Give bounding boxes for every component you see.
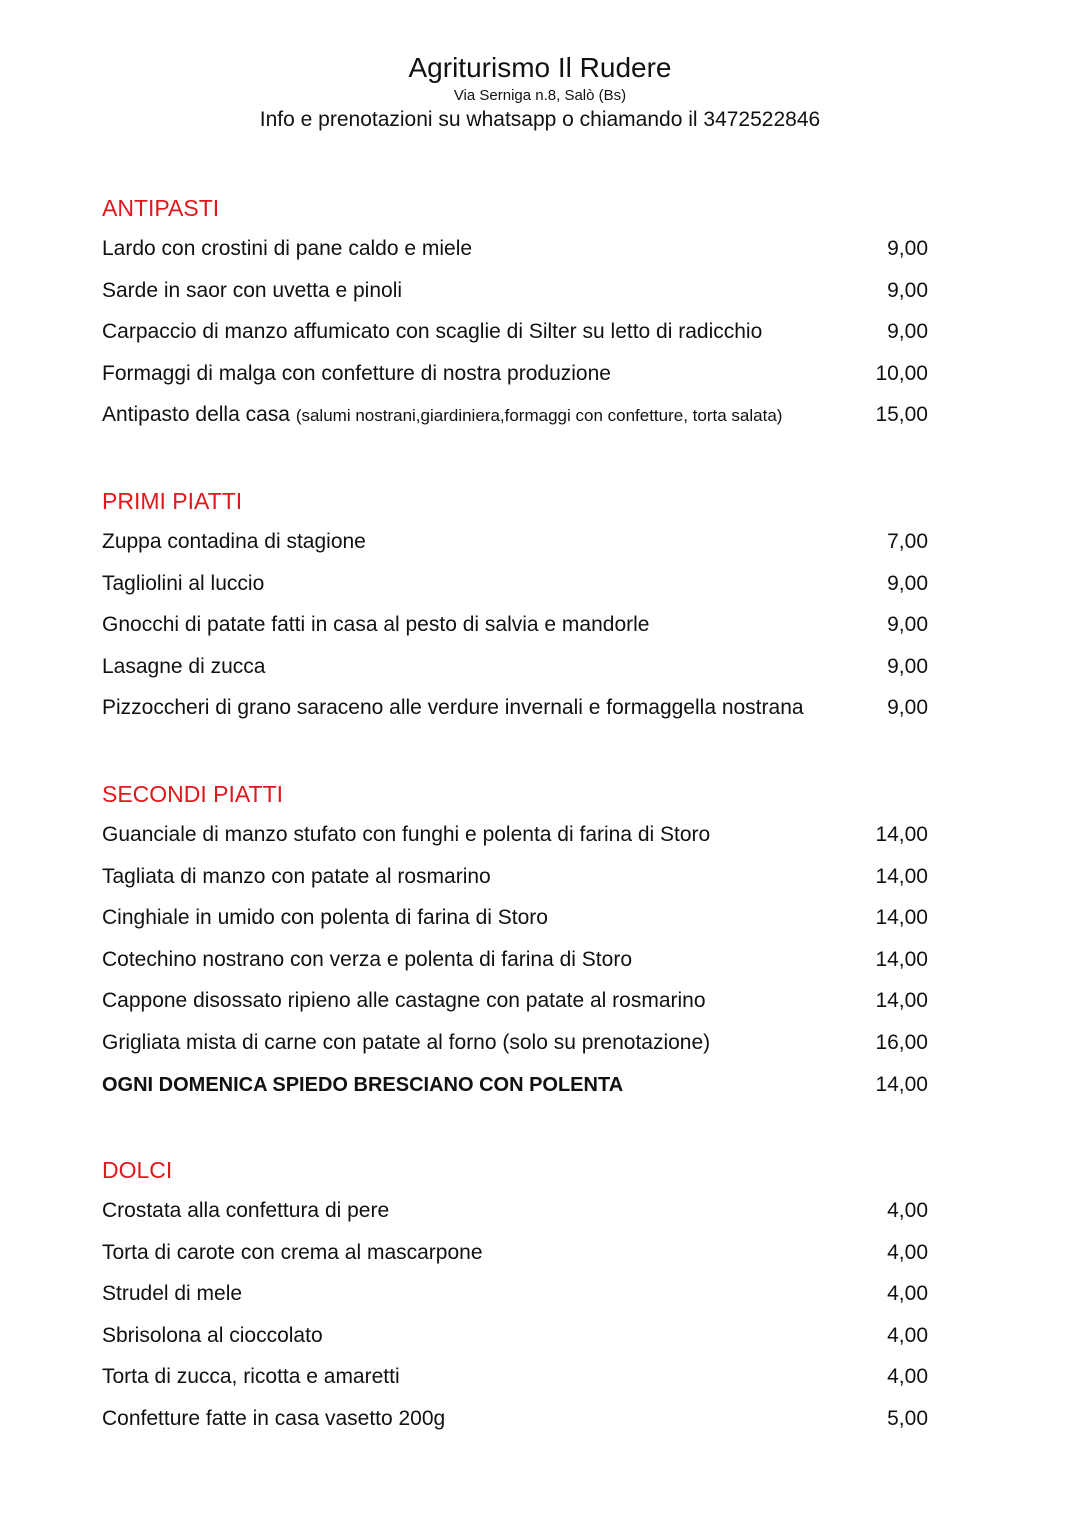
item-name: Cappone disossato ripieno alle castagne con patate al rosmarino — [102, 989, 706, 1013]
item-price: 9,00 — [887, 571, 928, 595]
section-title: DOLCI — [102, 1157, 173, 1183]
item-price: 9,00 — [887, 654, 928, 678]
item-price: 14,00 — [875, 823, 928, 846]
item-price: 9,00 — [887, 237, 928, 260]
menu-item — [102, 277, 938, 319]
menu-item — [102, 360, 938, 402]
restaurant-address: Via Serniga n.8, Salò (Bs) — [453, 87, 627, 104]
item-name: Formaggi di malga con confetture di nostra produzione — [102, 361, 611, 385]
booking-info: Info e prenotazioni su whatsapp o chiamando il 3472522846 — [259, 108, 821, 131]
item-price: 10,00 — [875, 361, 928, 385]
item-name: Lasagne di zucca — [102, 654, 266, 678]
item-price: 4,00 — [887, 1240, 928, 1264]
item-name: Guanciale di manzo stufato con funghi e polenta di farina di Storo — [102, 823, 711, 846]
menu-item — [102, 570, 938, 612]
menu-item — [102, 401, 938, 443]
item-name: Pizzoccheri di grano saraceno alle verdure invernali e formaggella nostrana — [102, 696, 804, 720]
item-price: 15,00 — [875, 403, 928, 427]
item-name: Zuppa contadina di stagione — [102, 530, 366, 553]
item-name: Antipasto della casa — [102, 403, 290, 427]
item-name: Lardo con crostini di pane caldo e miele — [102, 237, 473, 260]
section-primi-piatti — [102, 486, 938, 736]
item-name: OGNI DOMENICA SPIEDO BRESCIANO CON POLENTA — [102, 1073, 624, 1096]
item-price: 14,00 — [875, 864, 928, 888]
item-price: 14,00 — [875, 989, 928, 1013]
item-name: Tagliata di manzo con patate al rosmarino — [102, 864, 491, 888]
menu-header — [0, 50, 1080, 134]
item-price: 9,00 — [887, 613, 928, 637]
item-name: Sbrisolona al cioccolato — [102, 1323, 323, 1347]
section-antipasti — [102, 193, 938, 443]
item-name: Crostata alla confettura di pere — [102, 1199, 390, 1222]
menu-item — [102, 1197, 938, 1239]
menu-item — [102, 904, 938, 946]
item-note: (salumi nostrani,giardiniera,formaggi con confetture, torta salata) — [295, 406, 783, 426]
item-price: 14,00 — [875, 947, 928, 971]
item-price: 5,00 — [887, 1406, 928, 1430]
menu-item — [102, 653, 938, 695]
section-dolci — [102, 1155, 938, 1447]
menu-item — [102, 987, 938, 1029]
item-price: 14,00 — [875, 906, 928, 930]
item-name: Strudel di mele — [102, 1282, 243, 1306]
item-price: 4,00 — [887, 1282, 928, 1306]
menu-item — [102, 611, 938, 653]
menu-item — [102, 528, 938, 570]
item-price: 16,00 — [875, 1030, 928, 1054]
restaurant-title: Agriturismo Il Rudere — [408, 52, 672, 83]
item-price: 14,00 — [875, 1072, 928, 1096]
item-price: 9,00 — [887, 696, 928, 720]
item-name: Cotechino nostrano con verza e polenta di farina di Storo — [102, 947, 632, 971]
menu-item — [102, 946, 938, 988]
item-name: Tagliolini al luccio — [102, 571, 265, 595]
section-title: PRIMI PIATTI — [102, 488, 243, 514]
section-title: ANTIPASTI — [102, 195, 220, 221]
item-price: 4,00 — [887, 1323, 928, 1347]
menu-item — [102, 1363, 938, 1405]
menu-item-highlight — [102, 1071, 938, 1113]
item-price: 7,00 — [887, 530, 928, 553]
menu-item — [102, 863, 938, 905]
item-price: 9,00 — [887, 320, 928, 344]
item-name: Torta di carote con crema al mascarpone — [102, 1240, 483, 1264]
item-name: Cinghiale in umido con polenta di farina di Storo — [102, 906, 548, 930]
menu-item — [102, 1280, 938, 1322]
menu-item — [102, 235, 938, 277]
section-secondi-piatti — [102, 779, 938, 1112]
menu-item — [102, 1029, 938, 1071]
item-price: 4,00 — [887, 1199, 928, 1222]
menu-item — [102, 1405, 938, 1447]
item-price: 9,00 — [887, 278, 928, 302]
item-name-with-note — [102, 401, 782, 430]
item-name: Torta di zucca, ricotta e amaretti — [102, 1365, 400, 1389]
item-name: Confetture fatte in casa vasetto 200g — [102, 1406, 446, 1430]
menu-item — [102, 1322, 938, 1364]
item-price: 4,00 — [887, 1365, 928, 1389]
menu-item — [102, 1239, 938, 1281]
item-name: Carpaccio di manzo affumicato con scaglie di Silter su letto di radicchio — [102, 320, 763, 344]
menu-item — [102, 318, 938, 360]
item-name: Grigliata mista di carne con patate al forno (solo su prenotazione) — [102, 1030, 711, 1054]
menu-item — [102, 694, 938, 736]
section-title: SECONDI PIATTI — [102, 781, 284, 807]
menu-item — [102, 821, 938, 863]
item-name: Gnocchi di patate fatti in casa al pesto di salvia e mandorle — [102, 613, 650, 637]
item-name: Sarde in saor con uvetta e pinoli — [102, 278, 403, 302]
